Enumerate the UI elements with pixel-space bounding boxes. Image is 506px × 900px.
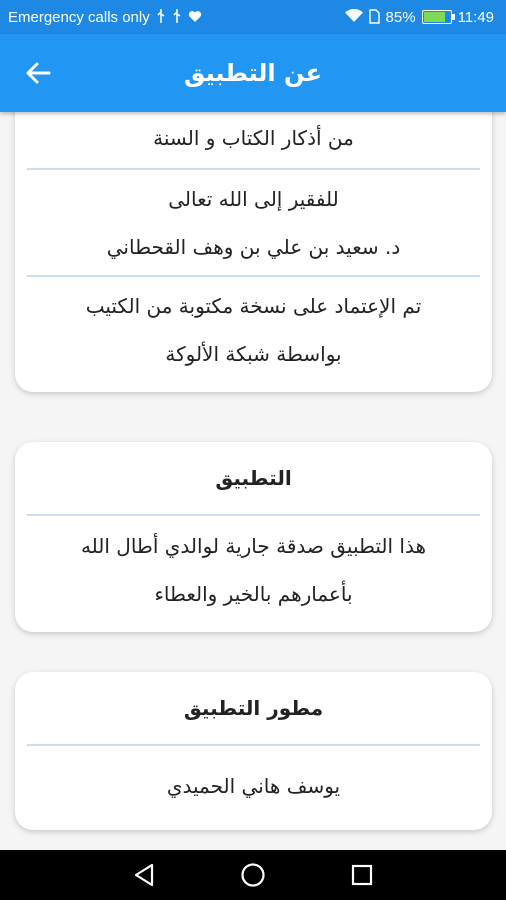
usb-icon [156,9,166,25]
card-line: بواسطة شبكة الألوكة [165,342,342,366]
battery-percent: 85% [385,8,416,26]
card-line: هذا التطبيق صدقة جارية لوالدي أطال الله [80,534,427,558]
nav-home-button[interactable] [231,853,275,897]
battery-level-fill [424,12,446,22]
nav-back-button[interactable] [122,853,166,897]
status-bar [0,0,506,34]
carrier-text: Emergency calls only [8,8,150,26]
clock-time: 11:49 [457,8,494,26]
developer-card-body [15,746,492,830]
content-scroll[interactable] [0,112,506,850]
about-card-row [15,112,492,168]
battery-icon [422,10,452,24]
app-bar [0,34,506,112]
developer-card-heading: مطور التطبيق [183,696,324,720]
about-card-row [15,277,492,392]
heart-icon [188,10,202,25]
wifi-icon [345,9,363,25]
back-triangle-icon [133,863,155,887]
card-line: بأعمارهم بالخير والعطاء [154,582,353,606]
status-right [345,9,494,26]
back-button[interactable] [18,53,58,93]
recents-square-icon [351,864,373,886]
home-circle-icon [240,862,266,888]
app-card-heading: التطبيق [215,466,292,490]
system-nav-bar [0,850,506,900]
card-line: يوسف هاني الحميدي [166,774,341,798]
page-title: عن التطبيق [184,59,322,87]
card-line: تم الإعتماد على نسخة مكتوبة من الكتيب [85,294,422,318]
usb-icon [172,9,182,25]
status-left [8,9,202,26]
card-line: للفقير إلى الله تعالى [168,187,339,211]
nav-recents-button[interactable] [340,853,384,897]
about-card [15,112,492,392]
about-card-row [15,170,492,275]
sim-icon [369,9,380,26]
developer-card [15,672,492,830]
arrow-left-icon [25,62,51,84]
app-card-body [15,516,492,632]
card-line: د. سعيد بن علي بن وهف القحطاني [106,235,401,259]
card-line: من أذكار الكتاب و السنة [153,126,354,150]
app-card [15,442,492,632]
